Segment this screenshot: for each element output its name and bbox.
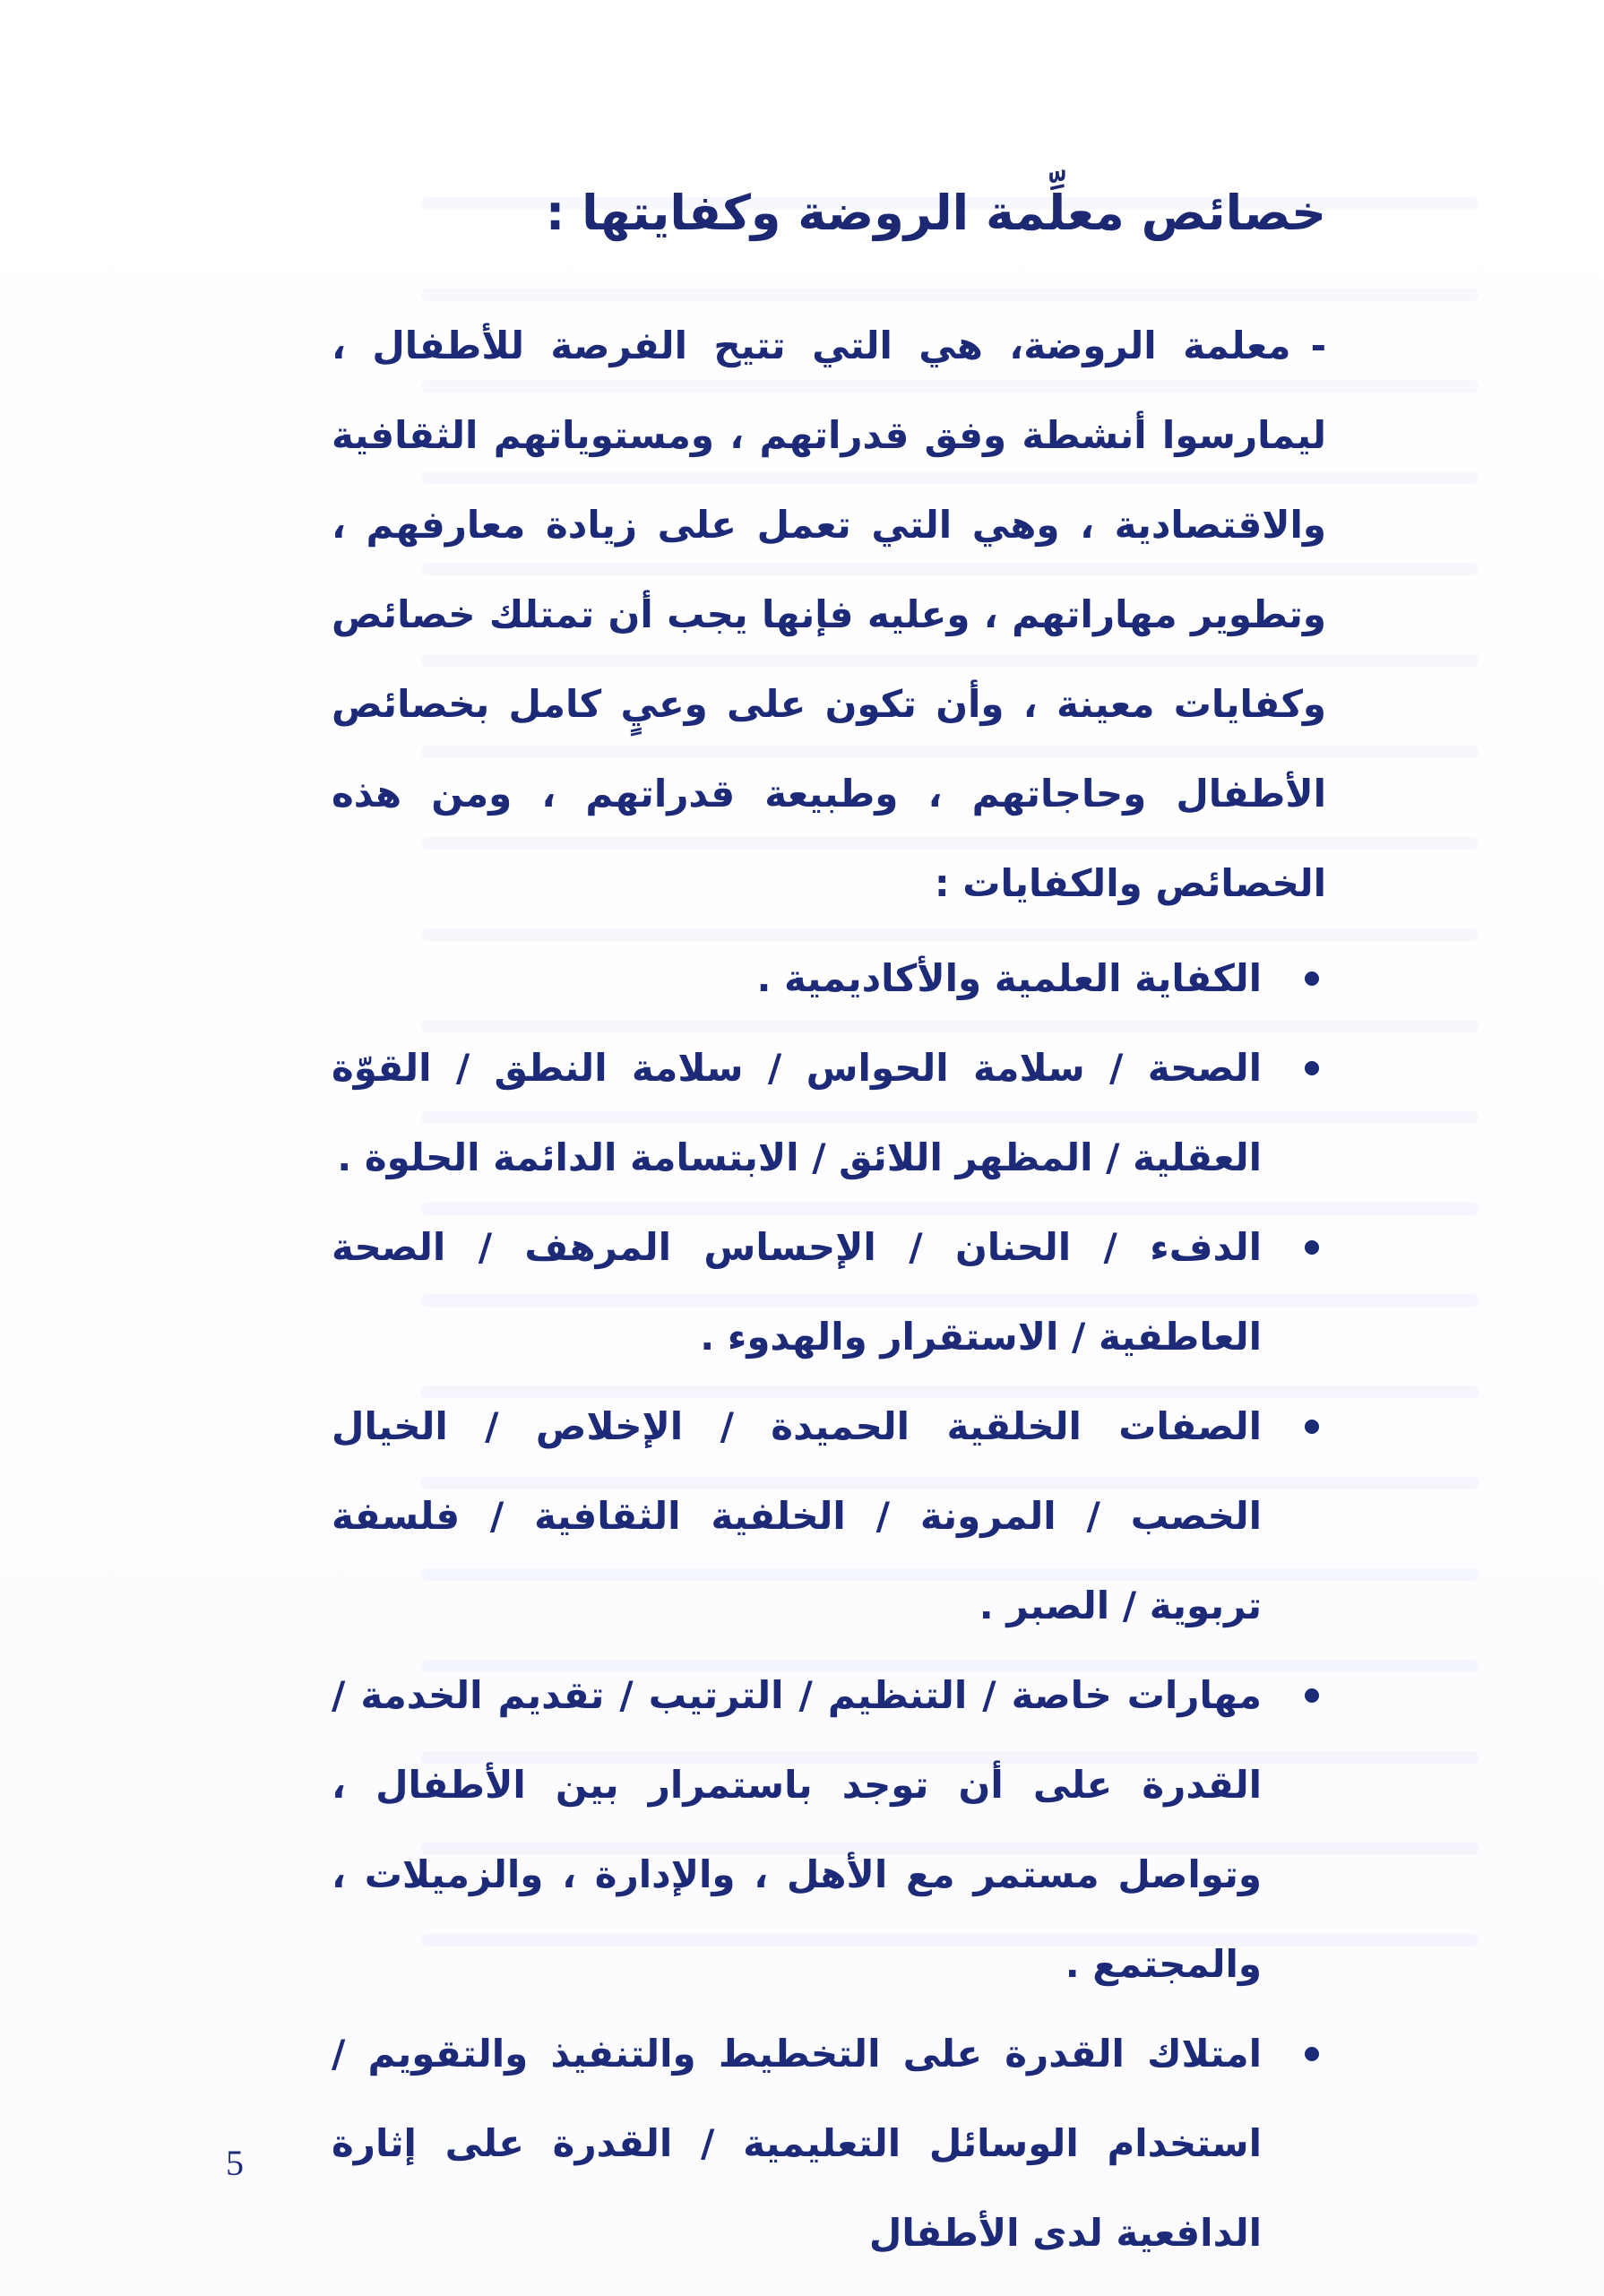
bullet-icon bbox=[1305, 971, 1319, 986]
intro-dash: - bbox=[1310, 323, 1326, 367]
list-item-text: الكفاية العلمية والأكاديمية . bbox=[756, 955, 1262, 1000]
intro-text: معلمة الروضة، هي التي تتيح الفرصة للأطفال ، ليمارسوا أنشطة وفق قدراتهم ، ومستوياتهم الثقافية والاقتصادية ، وهي التي تعمل على زيادة معارفهم ، وتطوير مهاراتهم ، وعليه فإنها يجب أن تمتلك خصائص وكفايات معينة ، وأن تكون على وعيٍ كامل بخصائص الأطفال وحاجاتهم ، وطبيعة قدراتهم ، ومن هذه الخصائص والكفايات : bbox=[332, 323, 1326, 905]
page-title: خصائص معلِّمة الروضة وكفايتها : bbox=[545, 185, 1326, 241]
list-item bbox=[332, 1651, 1326, 2009]
list-item-text: الصفات الخلقية الحميدة / الإخلاص / الخيال الخصب / المرونة / الخلفية الثقافية / فلسفة تربوية / الصبر . bbox=[332, 1403, 1262, 1627]
page-content bbox=[332, 179, 1326, 2278]
bullet-icon bbox=[1305, 1061, 1319, 1075]
bullet-icon bbox=[1305, 2047, 1319, 2061]
page-number: 5 bbox=[226, 2143, 244, 2183]
list-item-text: الصحة / سلامة الحواس / سلامة النطق / القوّة العقلية / المظهر اللائق / الابتسامة الدائمة الحلوة . bbox=[332, 1045, 1262, 1179]
bullet-icon bbox=[1305, 1240, 1319, 1255]
competencies-list bbox=[332, 934, 1326, 2278]
intro-paragraph bbox=[332, 301, 1326, 928]
list-item bbox=[332, 1382, 1326, 1651]
list-item bbox=[332, 1203, 1326, 1382]
bullet-icon bbox=[1305, 1688, 1319, 1703]
list-item bbox=[332, 934, 1326, 1023]
list-item bbox=[332, 1023, 1326, 1203]
list-item-text: الدفء / الحنان / الإحساس المرهف / الصحة العاطفية / الاستقرار والهدوء . bbox=[332, 1224, 1262, 1359]
list-item bbox=[332, 2009, 1326, 2278]
bullet-icon bbox=[1305, 1420, 1319, 1434]
list-item-text: امتلاك القدرة على التخطيط والتنفيذ والتقويم / استخدام الوسائل التعليمية / القدرة على إثارة الدافعية لدى الأطفال bbox=[332, 2031, 1262, 2255]
list-item-text: مهارات خاصة / التنظيم / الترتيب / تقديم الخدمة / القدرة على أن توجد باستمرار بين الأطفال ، وتواصل مستمر مع الأهل ، والإدارة ، والزميلات ، والمجتمع . bbox=[332, 1672, 1262, 1986]
